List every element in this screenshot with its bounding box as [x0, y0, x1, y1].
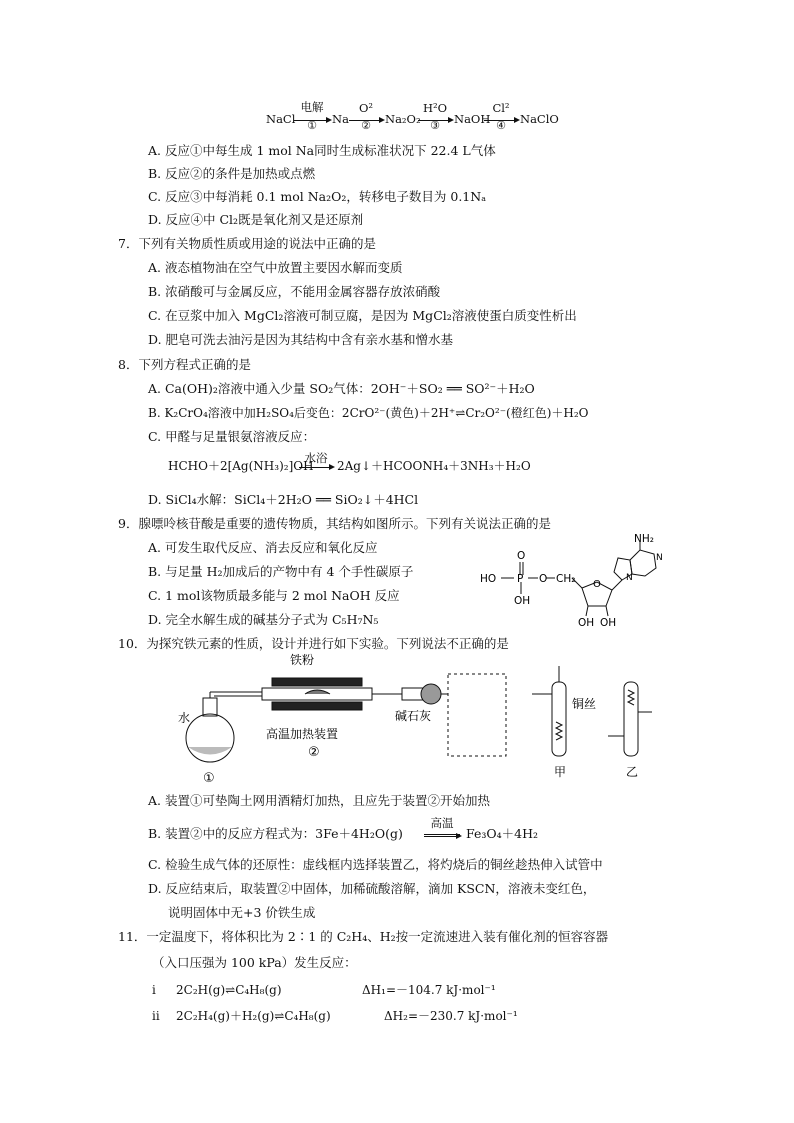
q6-option-d: D. 反应④中 Cl₂既是氧化剂又是还原剂: [148, 212, 364, 227]
q9-option-d: D. 完全水解生成的碱基分子式为 C₅H₇N₅: [148, 612, 379, 627]
species-naclo: NaClO: [520, 112, 559, 126]
q8-c-arrow: [299, 467, 333, 468]
label-num2: ②: [308, 745, 320, 760]
label-yi: 乙: [626, 765, 639, 779]
q7-stem: 7．下列有关物质性质或用途的说法中正确的是: [118, 236, 376, 251]
cond-4: Cl²: [492, 101, 510, 115]
label-ho: HO: [480, 573, 497, 585]
q8-option-c: C. 甲醛与足量银氨溶液反应：: [148, 429, 316, 444]
label-soda-lime: 碱石灰: [395, 709, 432, 723]
label-p: P: [517, 573, 524, 585]
q10-option-b-left: B. 装置②中的反应方程式为：3Fe＋4H₂O(g): [148, 826, 403, 841]
q8-c-condition: 水浴: [304, 451, 328, 465]
label-oh-left: OH: [578, 617, 595, 629]
q10-apparatus: [170, 652, 670, 788]
label-num1: ①: [203, 771, 215, 786]
q8-option-a: A. Ca(OH)₂溶液中通入少量 SO₂气体：2OH⁻＋SO₂ ══ SO²⁻＋H₂O: [148, 381, 535, 396]
q7-option-b: B. 浓硝酸可与金属反应，不能用金属容器存放浓硝酸: [148, 284, 441, 299]
q9-option-b: B. 与足量 H₂加成后的产物中有 4 个手性碳原子: [148, 564, 414, 579]
label-heating: 高温加热装置: [266, 727, 339, 741]
label-nh2: NH₂: [634, 533, 654, 545]
q10-stem: 10．为探究铁元素的性质，设计并进行如下实验。下列说法不正确的是: [118, 636, 509, 651]
step-2: ②: [361, 119, 371, 132]
q10-option-d-cont: 说明固体中无+3 价铁生成: [168, 905, 316, 920]
q8-c-left: HCHO＋2[Ag(NH₃)₂]OH: [168, 459, 314, 473]
q11-r2-num: ii: [152, 1009, 160, 1023]
q10-option-a: A. 装置①可垫陶土网用酒精灯加热，且应先于装置②开始加热: [148, 793, 490, 808]
species-nacl: NaCl: [266, 112, 296, 126]
step-1: ①: [307, 119, 317, 132]
q10-b-equals: [424, 834, 460, 837]
q10-option-d: D. 反应结束后，取装置②中固体，加稀硫酸溶解，滴加 KSCN，溶液未变红色，: [148, 881, 596, 896]
q8-stem: 8．下列方程式正确的是: [118, 357, 251, 372]
species-na2o2: Na₂O₂: [385, 112, 421, 126]
label-iron-powder: 铁粉: [290, 653, 315, 667]
label-jia: 甲: [554, 765, 567, 779]
q11-r1-dh: ΔH₁=－104.7 kJ·mol⁻¹: [362, 983, 496, 997]
q11-r2-dh: ΔH₂=－230.7 kJ·mol⁻¹: [384, 1009, 518, 1023]
q8-option-b: B. K₂CrO₄溶液中加H₂SO₄后变色：2CrO²⁻(黄色)＋2H⁺⇌Cr₂O²⁻(橙红色)＋H₂O: [148, 406, 589, 420]
q11-r1: 2C₂H(g)⇌C₄H₈(g): [176, 983, 282, 997]
q7-option-c: C. 在豆浆中加入 MgCl₂溶液可制豆腐，是因为 MgCl₂溶液使蛋白质变性析出: [148, 308, 577, 323]
label-n2: N: [656, 553, 663, 563]
q11-stem-cont: （入口压强为 100 kPa）发生反应：: [152, 955, 357, 970]
label-copper-wire: 铜丝: [572, 697, 597, 711]
q9-option-c: C. 1 mol该物质最多能与 2 mol NaOH 反应: [148, 588, 400, 603]
q6-option-b: B. 反应②的条件是加热或点燃: [148, 166, 316, 181]
species-na: Na: [332, 112, 349, 126]
species-naoh: NaOH: [454, 112, 491, 126]
q6-option-c: C. 反应③中每消耗 0.1 mol Na₂O₂，转移电子数目为 0.1Nₐ: [148, 189, 487, 204]
label-ring-o: O: [593, 579, 601, 590]
q11-r2: 2C₂H₄(g)＋H₂(g)⇌C₄H₈(g): [176, 1009, 331, 1023]
step-4: ④: [496, 119, 506, 132]
label-oh-right: OH: [600, 617, 617, 629]
cond-2: O²: [358, 101, 374, 115]
label-o-bridge: O: [539, 573, 548, 585]
step-3: ③: [430, 119, 440, 132]
q11-stem: 11．一定温度下，将体积比为 2∶1 的 C₂H₄、H₂按一定流速进入装有催化剂的恒容容器: [118, 929, 609, 944]
q8-c-right: 2Ag↓＋HCOONH₄＋3NH₃＋H₂O: [337, 459, 531, 473]
q10-b-condition: 高温: [430, 816, 454, 830]
nucleotide-structure: [480, 530, 680, 630]
q10-option-b-right: Fe₃O₄＋4H₂: [466, 826, 539, 841]
q6-option-a: A. 反应①中每生成 1 mol Na同时生成标准状况下 22.4 L气体: [148, 143, 496, 158]
label-ch2: CH₂: [556, 573, 576, 585]
q7-option-a: A. 液态植物油在空气中放置主要因水解而变质: [148, 260, 403, 275]
cond-1: 电解: [300, 100, 324, 114]
label-oh-phosphate: OH: [514, 595, 531, 607]
q9-stem: 9．腺嘌呤核苷酸是重要的遗传物质，其结构如图所示。下列有关说法正确的是: [118, 516, 551, 531]
q7-option-d: D. 肥皂可洗去油污是因为其结构中含有亲水基和憎水基: [148, 332, 454, 347]
q11-r1-num: i: [152, 983, 156, 997]
q10-option-c: C. 检验生成气体的还原性：虚线框内选择装置乙，将灼烧后的铜丝趁热伸入试管中: [148, 857, 603, 872]
label-water: 水: [178, 711, 191, 725]
label-o-top: O: [517, 550, 526, 562]
label-n1: N: [626, 573, 633, 583]
q9-option-a: A. 可发生取代反应、消去反应和氧化反应: [148, 540, 378, 555]
cond-3: H²O: [422, 101, 448, 115]
q8-option-d: D. SiCl₄水解：SiCl₄＋2H₂O ══ SiO₂↓＋4HCl: [148, 492, 419, 507]
